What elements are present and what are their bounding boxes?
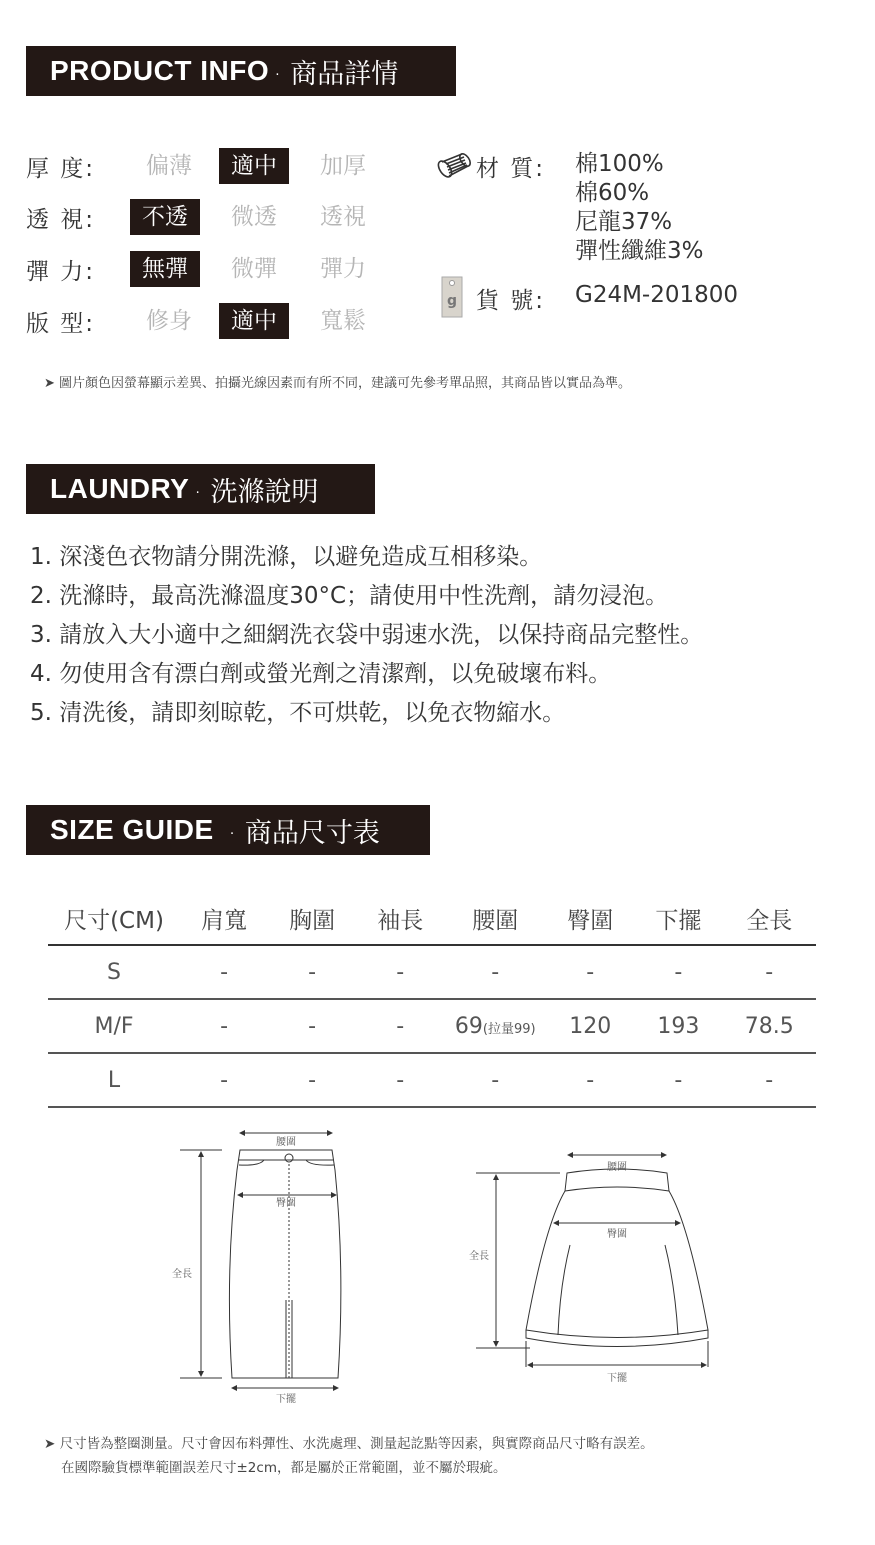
table-cell: - xyxy=(356,1053,444,1107)
attr-label: 厚 度: xyxy=(26,155,96,182)
table-row xyxy=(48,1053,816,1107)
laundry-item: 4. 勿使用含有漂白劑或螢光劑之清潔劑，以免破壞布料。 xyxy=(30,661,612,687)
table-row xyxy=(48,945,816,999)
diagram-label-waist: 腰圍 xyxy=(276,1137,296,1148)
attr-label: 版 型: xyxy=(26,310,96,337)
column-header: 尺寸(CM) xyxy=(48,892,180,945)
size-table-header-row xyxy=(48,892,816,945)
svg-text:g: g xyxy=(446,293,458,309)
table-cell: - xyxy=(546,1053,634,1107)
size-cell: M/F xyxy=(48,999,180,1053)
waist-value: 69 xyxy=(454,1013,483,1039)
column-header: 腰圍 xyxy=(444,892,546,945)
footnote-line xyxy=(44,1432,654,1456)
diagram-label-hip: 臀圍 xyxy=(276,1198,296,1209)
sku-label: 貨 號: xyxy=(476,288,546,314)
diagram-label-length: 全長 xyxy=(469,1251,489,1262)
pencil-skirt-diagram xyxy=(160,1120,390,1410)
product-info-title-zh: · 商品詳情 xyxy=(273,58,399,90)
column-header: 袖長 xyxy=(356,892,444,945)
size-guide-title-en: SIZE GUIDE xyxy=(50,814,214,845)
color-disclaimer xyxy=(44,372,631,391)
attr-row-elasticity xyxy=(26,251,434,287)
table-row xyxy=(48,999,816,1053)
attr-option-selected: 無彈 xyxy=(130,251,200,287)
sku-value: G24M-201800 xyxy=(575,282,739,308)
laundry-title-zh: · 洗滌說明 xyxy=(193,476,319,508)
laundry-item: 3. 請放入大小適中之細網洗衣袋中弱速水洗，以保持商品完整性。 xyxy=(30,622,704,648)
attr-row-fit xyxy=(26,303,434,339)
attr-option: 微透 xyxy=(231,204,277,230)
attr-option-selected: 不透 xyxy=(130,199,200,235)
column-header: 下擺 xyxy=(634,892,722,945)
table-cell: - xyxy=(180,1053,268,1107)
attr-option: 微彈 xyxy=(231,256,277,282)
attr-option-selected: 適中 xyxy=(219,303,289,339)
table-cell: - xyxy=(268,1053,356,1107)
attr-label: 彈 力: xyxy=(26,258,96,285)
diagram-label-hip: 臀圍 xyxy=(607,1229,627,1240)
table-cell: - xyxy=(722,1053,816,1107)
laundry-item: 2. 洗滌時，最高洗滌溫度30°C；請使用中性洗劑，請勿浸泡。 xyxy=(30,583,669,609)
table-cell: - xyxy=(634,945,722,999)
diagram-label-hem: 下擺 xyxy=(607,1373,627,1384)
column-header: 胸圍 xyxy=(268,892,356,945)
diagram-label-waist: 腰圍 xyxy=(607,1162,627,1173)
size-footnote xyxy=(44,1432,654,1480)
material-line: 尼龍37% xyxy=(575,209,673,235)
material-line: 彈性纖維3% xyxy=(575,238,704,264)
attr-row-sheerness xyxy=(26,199,434,235)
diagram-label-hem: 下擺 xyxy=(276,1394,296,1405)
table-cell: - xyxy=(356,999,444,1053)
attr-option: 修身 xyxy=(146,308,192,334)
table-cell: - xyxy=(634,1053,722,1107)
laundry-header xyxy=(26,464,375,514)
laundry-item: 5. 清洗後，請即刻晾乾，不可烘乾，以免衣物縮水。 xyxy=(30,700,566,726)
diagram-label-length: 全長 xyxy=(172,1269,192,1280)
column-header: 肩寬 xyxy=(180,892,268,945)
size-table xyxy=(48,892,816,1108)
table-cell: - xyxy=(180,945,268,999)
table-cell: 78.5 xyxy=(722,999,816,1053)
table-cell: - xyxy=(268,999,356,1053)
table-cell: - xyxy=(722,945,816,999)
material-values xyxy=(575,150,704,266)
laundry-list xyxy=(30,538,703,733)
aline-skirt-diagram xyxy=(460,1145,720,1395)
size-cell: S xyxy=(48,945,180,999)
material-line: 棉100% xyxy=(575,151,664,177)
attr-row-thickness xyxy=(26,148,434,184)
size-guide-header xyxy=(26,805,430,855)
table-cell: - xyxy=(180,999,268,1053)
table-cell: - xyxy=(444,1053,546,1107)
table-cell: - xyxy=(356,945,444,999)
footnote-line: 在國際驗貨標準範圍誤差尺寸±2cm，都是屬於正常範圍，並不屬於瑕疵。 xyxy=(61,1460,507,1476)
footnote-text: 尺寸皆為整圈測量。尺寸會因布料彈性、水洗處理、測量起訖點等因素，與實際商品尺寸略有誤差。 xyxy=(59,1436,654,1452)
table-cell: 120 xyxy=(546,999,634,1053)
table-cell: - xyxy=(268,945,356,999)
table-cell: - xyxy=(444,945,546,999)
size-cell: L xyxy=(48,1053,180,1107)
attr-option: 透視 xyxy=(320,204,366,230)
attr-option: 加厚 xyxy=(320,153,366,179)
attr-option: 寬鬆 xyxy=(320,308,366,334)
note-text: 圖片顏色因螢幕顯示差異、拍攝光線因素而有所不同，建議可先參考單品照，其商品皆以實品為準。 xyxy=(59,376,632,391)
waist-stretch-note: (拉量99) xyxy=(482,1021,536,1037)
price-tag-icon xyxy=(440,275,464,319)
attr-option: 偏薄 xyxy=(146,153,192,179)
fabric-spool-icon xyxy=(436,152,472,182)
material-label: 材 質: xyxy=(476,156,546,182)
column-header: 全長 xyxy=(722,892,816,945)
product-info-header xyxy=(26,46,456,96)
column-header: 臀圍 xyxy=(546,892,634,945)
attr-label: 透 視: xyxy=(26,206,96,233)
table-cell xyxy=(444,999,546,1053)
laundry-title-en: LAUNDRY xyxy=(50,473,190,504)
material-line: 棉60% xyxy=(575,180,650,206)
table-cell: - xyxy=(546,945,634,999)
arrow-right-icon: ➤ xyxy=(44,1436,56,1452)
table-cell: 193 xyxy=(634,999,722,1053)
attr-option-selected: 適中 xyxy=(219,148,289,184)
product-info-title-en: PRODUCT INFO xyxy=(50,55,270,86)
arrow-right-icon: ➤ xyxy=(44,376,55,391)
attr-option: 彈力 xyxy=(320,256,366,282)
laundry-item: 1. 深淺色衣物請分開洗滌，以避免造成互相移染。 xyxy=(30,544,543,570)
size-guide-title-zh: · 商品尺寸表 xyxy=(227,817,380,849)
